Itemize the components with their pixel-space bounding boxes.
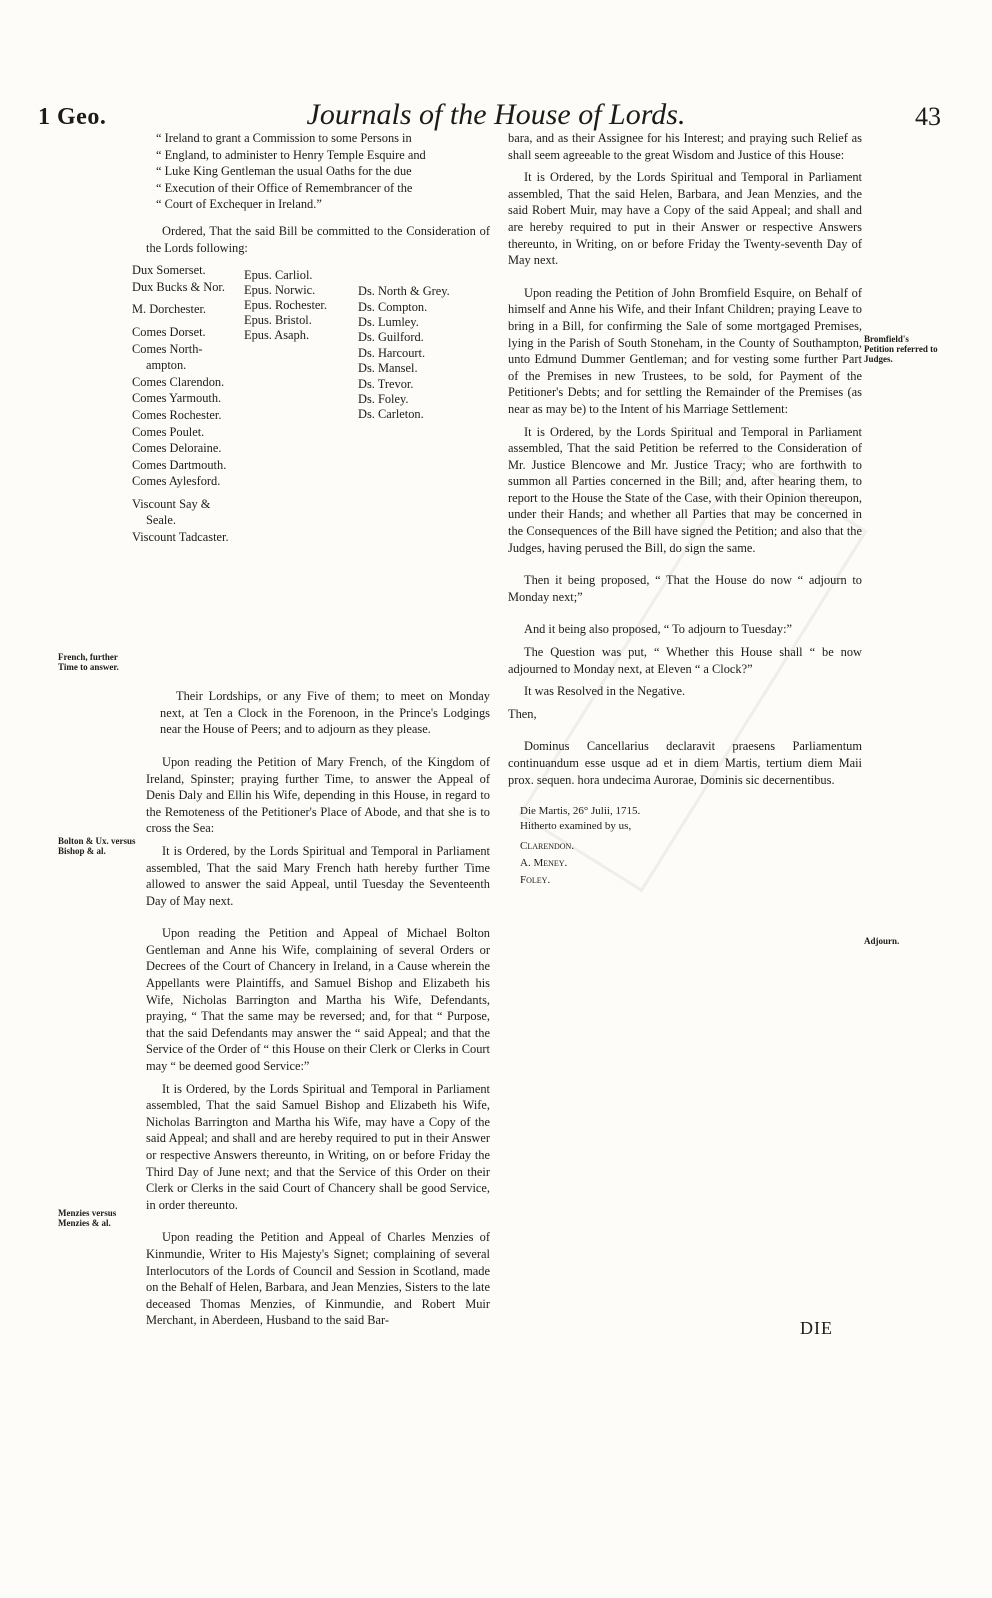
signatory: Foley. <box>520 874 551 887</box>
signatory: Clarendon. <box>520 840 575 853</box>
lords-column-barons <box>358 284 488 423</box>
bishop-name: Epus. Norwic. <box>244 283 316 298</box>
meeting-instruction: Their Lordships, or any Five of them; to meet on Monday next, at Ten a Clock in the Forenoon, in the Prince's Lodgings near the House of Peers; and to adjourn as they please. <box>160 689 490 737</box>
bishop-name: Epus. Carliol. <box>244 268 313 283</box>
lord-name: Comes Dartmouth. <box>132 457 227 472</box>
baron-name: Ds. Compton. <box>358 299 428 314</box>
reign-header: 1 Geo. <box>38 104 107 130</box>
quote-line: “ Luke King Gentleman the usual Oaths for the due <box>156 164 412 179</box>
margin-note-bolton: Bolton & Ux. versus Bishop & al. <box>58 836 136 856</box>
adjourn-proposal-monday: Then it being proposed, “ That the House do now “ adjourn to Monday next;” <box>508 573 862 604</box>
lord-name: ampton. <box>146 358 187 373</box>
question-put: The Question was put, “ Whether this House shall “ be now adjourned to Monday next, at Eleven “ a Clock?” <box>508 645 862 676</box>
menzies-order: It is Ordered, by the Lords Spiritual and Temporal in Parliament assembled, That the said Helen, Barbara, and Jean Menzies, and the said Robert Muir, may have a Copy of the said Appeal; and shall and are hereby required to put in their Answer or respective Answers thereunto, in Writing, on or before Friday the Twenty-seventh Day of May next. <box>508 170 862 268</box>
bill-quote <box>146 130 490 213</box>
lord-name: Comes Rochester. <box>132 407 222 422</box>
bishop-name: Epus. Asaph. <box>244 328 310 343</box>
then-line: Then, <box>508 706 537 721</box>
lord-name: Viscount Say & <box>132 496 211 511</box>
quote-line: “ Ireland to grant a Commission to some Persons in <box>156 131 412 145</box>
adjourn-proposal-tuesday: And it being also proposed, “ To adjourn to Tuesday:” <box>524 622 793 637</box>
margin-note-bromfield: Bromfield's Petition referred to Judges. <box>864 334 938 364</box>
french-order: It is Ordered, by the Lords Spiritual and Temporal in Parliament assembled, That the said Mary French hath hereby further Time allowed to answer the said Appeal, until Tuesday the Seventeenth Day of May next. <box>146 843 490 908</box>
lord-name: Comes Deloraine. <box>132 441 222 456</box>
signatory: A. Meney. <box>520 857 568 870</box>
page-number: 43 <box>915 102 941 131</box>
lord-name: M. Dorchester. <box>132 302 206 317</box>
baron-name: Ds. Mansel. <box>358 361 418 376</box>
bishop-name: Epus. Bristol. <box>244 313 312 328</box>
lord-name: Viscount Tadcaster. <box>132 530 229 545</box>
quote-line: “ Court of Exchequer in Ireland.” <box>156 197 322 212</box>
baron-name: Ds. North & Grey. <box>358 284 450 299</box>
menzies-continuation: bara, and as their Assignee for his Interest; and praying such Relief as shall seem agreeable to the great Wisdom and Justice of this House: <box>508 131 862 162</box>
baron-name: Ds. Carleton. <box>358 407 424 422</box>
bishop-name: Epus. Rochester. <box>244 298 327 313</box>
quote-line: “ Execution of their Office of Remembrancer of the <box>156 180 413 195</box>
bolton-petition: Upon reading the Petition and Appeal of Michael Bolton Gentleman and Anne his Wife, complaining of several Orders or Decrees of the Court of Chancery in Ireland, in a Cause wherein the Appellants were Plaintiffs, and Samuel Bishop and Elizabeth his Wife, Nicholas Barrington and Martha his Wife, Defendants, praying, “ That the same may be reversed; and, for that “ Purpose, that the said Defendants may answer the “ said Appeal; and that the Service of the Order of “ this House on their Clerk or Clerks in Court may “ be deemed good Service:” <box>146 926 490 1074</box>
committed-order: Ordered, That the said Bill be committed to the Consideration of the Lords following: <box>146 223 490 255</box>
baron-name: Ds. Harcourt. <box>358 345 426 360</box>
resolution: It was Resolved in the Negative. <box>524 684 686 699</box>
bolton-order: It is Ordered, by the Lords Spiritual and Temporal in Parliament assembled, That the said Samuel Bishop and Elizabeth his Wife, Nicholas Barrington and Martha his Wife, may have a Copy of the said Appeal; and shall and are hereby required to put in their Answer or respective Answers thereunto, in Writing, on or before Friday the Third Day of June next; and that the Service of this Order on their Clerk or Clerks in the said Court of Chancery shall be good Service, in order thereunto. <box>146 1081 490 1212</box>
lord-name: Comes North- <box>132 341 203 356</box>
examination-signatures <box>508 804 862 889</box>
baron-name: Ds. Foley. <box>358 392 409 406</box>
lords-column-temporal <box>132 262 262 546</box>
lord-name: Dux Bucks & Nor. <box>132 279 225 294</box>
signatory-list <box>520 838 862 889</box>
lord-name: Comes Yarmouth. <box>132 391 222 406</box>
examined-line: Hitherto examined by us, <box>520 820 632 833</box>
bromfield-order: It is Ordered, by the Lords Spiritual and Temporal in Parliament assembled, That the said Petition be referred to the Consideration of Mr. Justice Blencowe and Mr. Justice Tracy; who are forthwith to summon all Parties concerned in the Bill; and, after hearing them, to report to the House the State of the Case, with their Opinion thereupon, under their Hands; and whether all Parties that may be concerned in the Consequences of the Bill have signed the Petition; and also that the Judges, having perused the Bill, do sign the same. <box>508 424 862 555</box>
lord-name: Seale. <box>146 513 176 528</box>
baron-name: Ds. Lumley. <box>358 314 419 329</box>
french-petition: Upon reading the Petition of Mary French, of the Kingdom of Ireland, Spinster; praying further Time, to answer the Appeal of Denis Daly and Ellin his Wife, depending in this House, in regard to the Remoteness of the Petitioner's Place of Abode, and that she is to cross the Sea: <box>146 754 490 836</box>
menzies-petition: Upon reading the Petition and Appeal of Charles Menzies of Kinmundie, Writer to His Majesty's Signet; complaining of several Interlocutors of the Lords of Council and Session in Scotland, made on the Behalf of Helen, Barbara, and Jean Menzies, Sisters to the late deceased Thomas Menzies, of Kinmundie, and Robert Muir Merchant, in Aberdeen, Husband to the said Bar- <box>146 1230 490 1328</box>
lord-name: Comes Dorset. <box>132 324 206 339</box>
date-line: Die Martis, 26° Julii, 1715. <box>520 805 641 818</box>
baron-name: Ds. Guilford. <box>358 330 424 345</box>
left-column <box>132 130 490 1335</box>
lords-column-bishops <box>244 268 354 343</box>
baron-name: Ds. Trevor. <box>358 376 414 391</box>
margin-note-french: French, further Time to answer. <box>58 652 119 672</box>
catchword: DIE <box>800 1318 833 1338</box>
lords-committee-list <box>132 262 490 682</box>
quote-line: “ England, to administer to Henry Temple Esquire and <box>156 147 426 162</box>
lord-name: Comes Clarendon. <box>132 374 225 389</box>
lord-name: Dux Somerset. <box>132 263 206 278</box>
latin-adjournment: Dominus Cancellarius declaravit praesens Parliamentum continuandum esse usque ad et in diem Martis, tertium diem Maii prox. sequen. hora undecima Aurorae, Dominis sic decernentibus. <box>508 739 862 787</box>
page-title: Journals of the House of Lords. <box>306 98 686 131</box>
lord-name: Comes Poulet. <box>132 424 205 439</box>
bromfield-petition: Upon reading the Petition of John Bromfield Esquire, on Behalf of himself and Anne his Wife, and their Infant Children; praying Leave to bring in a Bill, for confirming the Sale of some mortgaged Premises, lying in the Parish of South Stoneham, in the County of Southampton, unto Edmund Dummer Gentleman; and for vesting some further Part of the Premises in new Trustees, to be sold, for Payment of the Petitioner's Debts; and for settling the Remainder of the Premises (as near as may be) to the Intent of his Marriage Settlement: <box>508 285 862 416</box>
margin-note-menzies: Menzies versus Menzies & al. <box>58 1208 117 1228</box>
margin-note-adjourn: Adjourn. <box>864 936 900 946</box>
right-column <box>508 130 862 889</box>
lord-name: Comes Aylesford. <box>132 474 221 489</box>
